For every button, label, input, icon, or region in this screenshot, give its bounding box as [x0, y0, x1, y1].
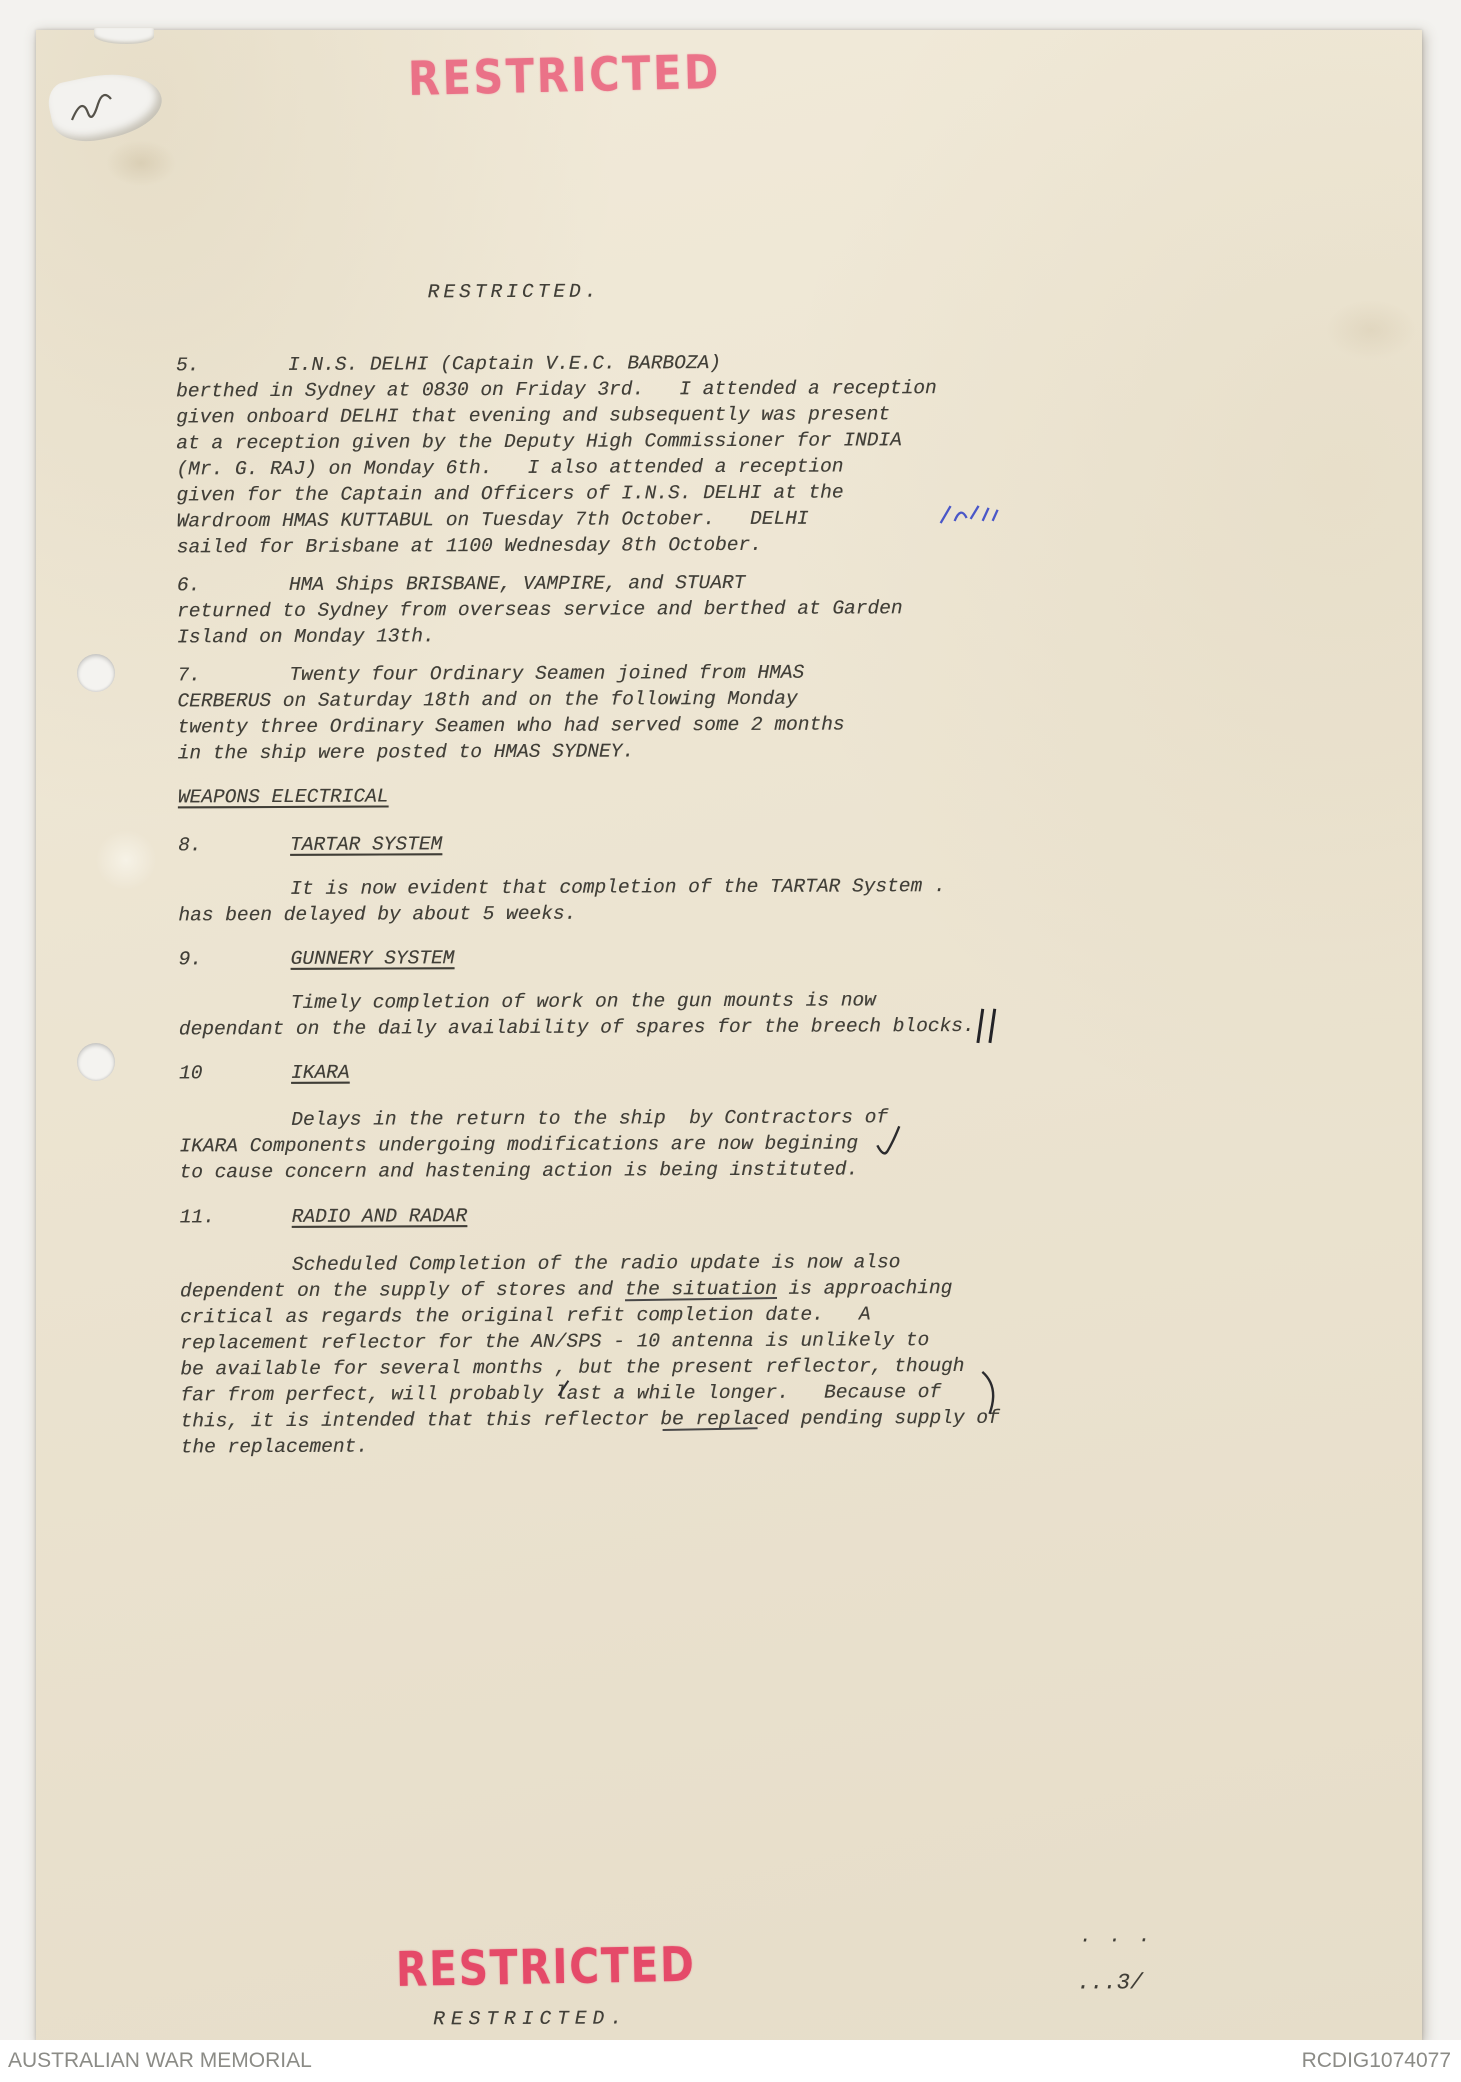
item-10-heading	[179, 1057, 1021, 1087]
classification-heading: RESTRICTED.	[427, 280, 601, 304]
paragraph-7	[177, 659, 1019, 767]
section-heading-weapons-electrical	[178, 781, 1020, 811]
item-title: RADIO AND RADAR	[291, 1205, 468, 1228]
item-title: IKARA	[290, 1061, 350, 1084]
page-number: ...3/	[1076, 1970, 1144, 1996]
item-10-body: Delays in the return to the ship by Contractors of IKARA Components undergoing modifications are now begining to cause concern and hastening action is being instituted.	[179, 1106, 889, 1184]
paragraph-text: I.N.S. DELHI (Captain V.E.C. BARBOZA) berthed in Sydney at 0830 on Friday 3rd. I attended a reception given onboard DELHI that evening and subsequently was present at a reception given by the Deputy High Commissioner for INDIA (Mr. G. RAJ) on Monday 6th. I also attended a reception given for the Captain and Officers of I.N.S. DELHI at the Wardroom HMAS KUTTABUL on Tuesday 7th October. DELHI sailed for Brisbane at 1100 Wednesday 8th October.	[176, 352, 937, 559]
paragraph-number: 6.	[176, 574, 201, 597]
item-11-heading	[180, 1201, 1022, 1231]
archive-institution-label: AUSTRALIAN WAR MEMORIAL	[8, 2049, 312, 2072]
item-8-body: It is now evident that completion of the TARTAR System . has been delayed by about 5 weeks.	[178, 875, 946, 927]
typed-content	[32, 27, 1427, 2045]
continuation-dots: . . .	[1079, 1925, 1154, 1948]
archive-reference-number: RCDIG1074077	[1301, 2049, 1451, 2072]
pen-mark-double-stroke	[971, 1005, 1003, 1047]
pen-mark-slash	[554, 1377, 572, 1401]
pen-mark-tick	[873, 1121, 905, 1159]
item-number: 8.	[177, 834, 202, 857]
item-title: TARTAR SYSTEM	[289, 833, 443, 856]
handwritten-blue-ink-mark	[935, 501, 1009, 529]
item-number: 10	[178, 1062, 203, 1085]
pen-mark-curve	[977, 1369, 1001, 1417]
item-title: GUNNERY SYSTEM	[290, 947, 455, 970]
item-number: 9.	[178, 948, 202, 971]
paragraph-number: 5.	[175, 354, 200, 377]
paragraph-number: 7.	[177, 664, 201, 687]
paragraph-text: Twenty four Ordinary Seamen joined from HMAS CERBERUS on Saturday 18th and on the following Monday twenty three Ordinary Seamen who had served some 2 months in the ship were posted to HMAS SYDNEY.	[177, 661, 845, 765]
item-8-heading	[178, 829, 1020, 859]
document-page	[36, 30, 1422, 2042]
item-number: 11.	[179, 1206, 215, 1229]
item-11-body: Scheduled Completion of the radio update is now also dependent on the supply of stores and the situation is approaching critical as regards the original refit completion date. A replacement reflector for the AN/SPS - 10 antenna is unlikely to be available for several months , but the present reflector, though far from perfect, will probably last a while longer. Because of this, it is intended that this reflector be replaced pending supply of the replacement.	[179, 1251, 1000, 1459]
section-title: WEAPONS ELECTRICAL	[177, 785, 389, 809]
paragraph-text: HMA Ships BRISBANE, VAMPIRE, and STUART returned to Sydney from overseas service and berthed at Garden Island on Monday 13th.	[176, 571, 903, 649]
paragraph-6	[177, 569, 1019, 651]
archive-footer-bar	[0, 2040, 1461, 2082]
item-9-body: Timely completion of work on the gun mounts is now dependant on the daily availability of spares for the breech blocks.	[178, 989, 975, 1041]
item-9-heading	[178, 943, 1020, 973]
restricted-stamp-top: RESTRICTED	[407, 44, 722, 107]
paragraph-5	[176, 349, 1019, 561]
restricted-stamp-bottom: RESTRICTED	[395, 1936, 697, 1998]
classification-footer: RESTRICTED.	[433, 2007, 628, 2031]
